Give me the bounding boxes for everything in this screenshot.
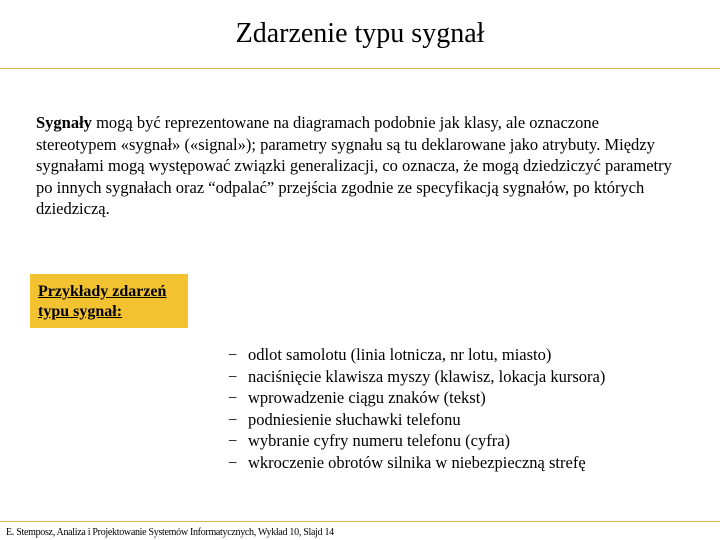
list-item: − wkroczenie obrotów silnika w niebezpieczną strefę	[228, 452, 586, 472]
dash-bullet: −	[228, 409, 238, 429]
dash-bullet: −	[228, 431, 238, 451]
intro-paragraph	[36, 112, 676, 220]
list-item: − naciśnięcie klawisza myszy (klawisz, lokacja kursora)	[228, 366, 606, 386]
dash-bullet: −	[228, 366, 238, 386]
dash-bullet: −	[228, 388, 238, 408]
examples-label-line-2: typu sygnał:	[38, 303, 123, 320]
examples-list	[228, 344, 708, 474]
list-item: − podniesienie słuchawki telefonu	[228, 409, 461, 429]
slide-title: Zdarzenie typu sygnał	[235, 18, 485, 49]
footer-citation: E. Stemposz, Analiza i Projektowanie Systemów Informatycznych, Wykład 10, Slajd 14	[6, 527, 334, 538]
examples-label-box	[30, 274, 188, 328]
intro-text: mogą być reprezentowane na diagramach podobnie jak klasy, ale oznaczone stereotypem «sygnał» («signal»); parametry sygnału są tu deklarowane jako atrybuty. Między sygnałami mogą występować związki generalizacji, co oznacza, że mogą dziedziczyć parametry po innych sygnałach oraz “odpalać” przejścia zgodnie ze specyfikacją sygnałów, po których dziedziczą.	[36, 113, 672, 218]
footer-divider	[0, 521, 720, 522]
list-item: − odlot samolotu (linia lotnicza, nr lotu, miasto)	[228, 345, 552, 364]
list-item: − wprowadzenie ciągu znaków (tekst)	[228, 388, 486, 408]
list-item: − wybranie cyfry numeru telefonu (cyfra)	[228, 431, 511, 451]
examples-label-line-1: Przykłady zdarzeń	[38, 283, 167, 300]
intro-keyword: Sygnały	[36, 113, 92, 132]
dash-bullet: −	[228, 345, 238, 364]
dash-bullet: −	[228, 452, 238, 472]
title-divider	[0, 68, 720, 69]
